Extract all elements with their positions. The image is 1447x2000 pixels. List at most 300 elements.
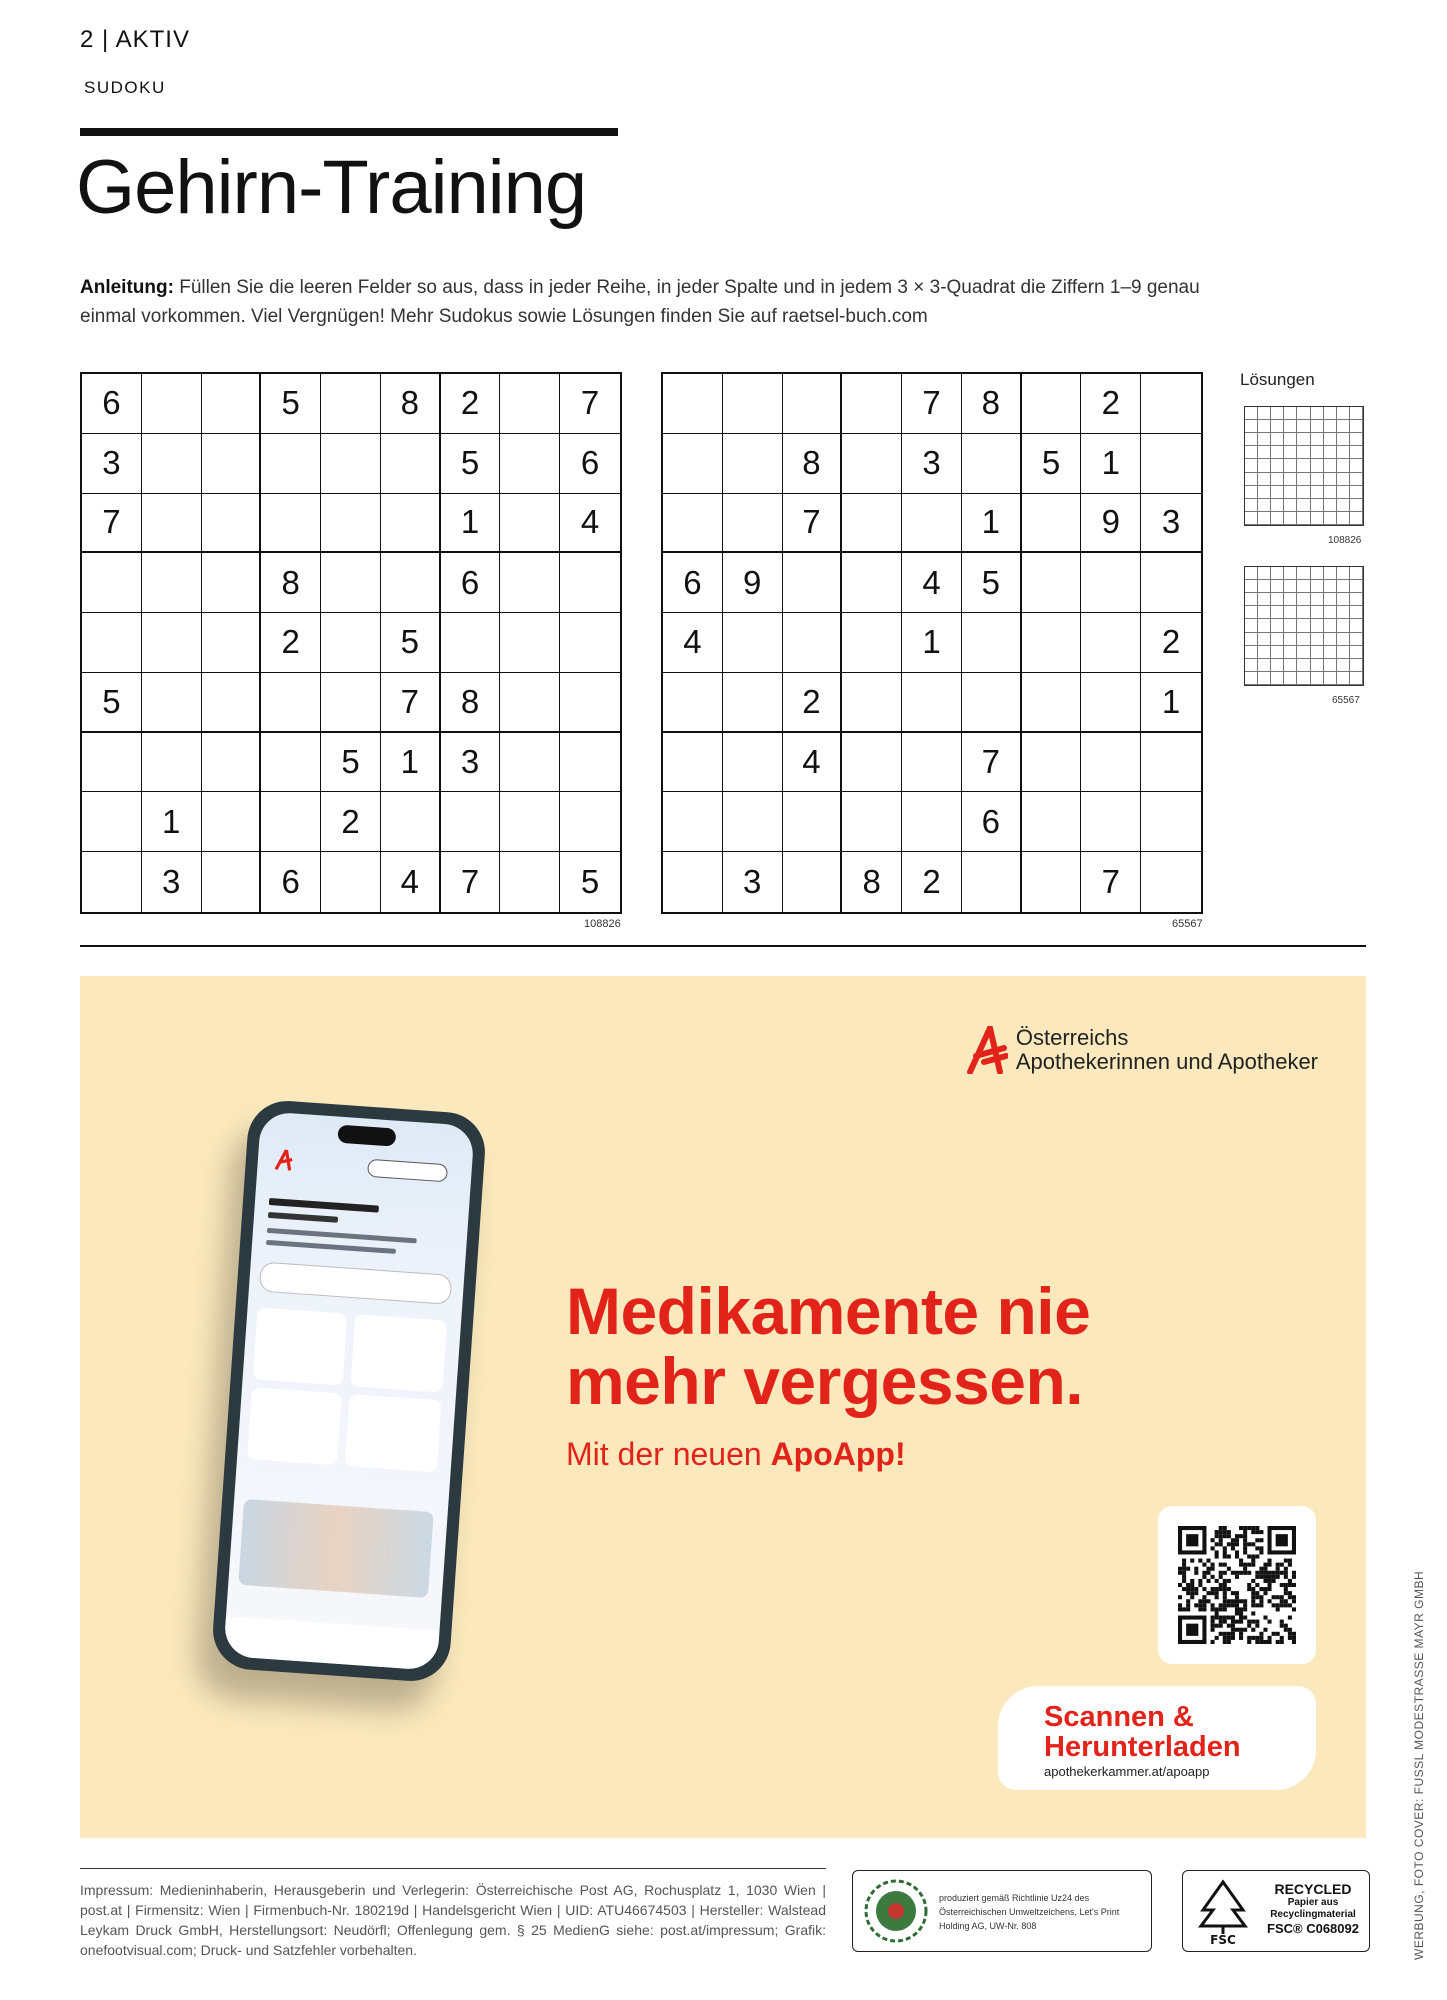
headline-line-1: Medikamente nie: [566, 1274, 1091, 1348]
solution-cell: [1245, 606, 1258, 619]
cta-line-2: Herunterladen: [1044, 1731, 1241, 1763]
sudoku-cell[interactable]: [142, 494, 202, 554]
sudoku-cell[interactable]: 8: [381, 374, 441, 434]
solution-cell: [1337, 407, 1350, 420]
solution-cell: [1311, 486, 1324, 499]
solution-cell: [1311, 567, 1324, 580]
eco-label: [852, 1870, 1152, 1952]
solution-cell: [1271, 499, 1284, 512]
sudoku-cell[interactable]: 6: [663, 553, 723, 613]
solution-cell: [1284, 486, 1297, 499]
sudoku-cell[interactable]: 4: [783, 733, 843, 793]
solution-cell: [1297, 646, 1310, 659]
apotheke-a-icon: [964, 1026, 1008, 1074]
sudoku-cell[interactable]: [723, 673, 783, 733]
sudoku-cell[interactable]: [1141, 553, 1201, 613]
solution-cell: [1258, 593, 1271, 606]
sudoku-cell[interactable]: [202, 434, 262, 494]
sudoku-cell[interactable]: 1: [441, 494, 501, 554]
solution-cell: [1324, 499, 1337, 512]
solution-cell: [1258, 606, 1271, 619]
solution-cell: [1324, 433, 1337, 446]
sudoku-cell[interactable]: [783, 553, 843, 613]
sudoku-cell[interactable]: 8: [261, 553, 321, 613]
solution-cell: [1297, 606, 1310, 619]
solution-cell: [1324, 619, 1337, 632]
sudoku-cell[interactable]: [381, 434, 441, 494]
sudoku-cell[interactable]: 7: [441, 852, 501, 912]
sudoku-cell[interactable]: 7: [902, 374, 962, 434]
smartphone-illustration: [210, 1098, 487, 1683]
sudoku-cell[interactable]: 9: [723, 553, 783, 613]
sudoku-cell[interactable]: [1022, 374, 1082, 434]
sudoku-cell[interactable]: [723, 613, 783, 673]
fsc-recycled: RECYCLED: [1274, 1881, 1352, 1897]
sudoku-cell[interactable]: [142, 733, 202, 793]
solution-cell: [1245, 459, 1258, 472]
sudoku-cell[interactable]: 3: [142, 852, 202, 912]
sudoku-cell[interactable]: [500, 852, 560, 912]
sudoku-cell[interactable]: [321, 494, 381, 554]
solution-cell: [1245, 420, 1258, 433]
sudoku-cell[interactable]: 8: [962, 374, 1022, 434]
sudoku-cell[interactable]: [783, 613, 843, 673]
sudoku-cell[interactable]: [663, 673, 723, 733]
brand-logo: [964, 1026, 1318, 1074]
solution-cell: [1271, 619, 1284, 632]
sudoku-cell[interactable]: [202, 553, 262, 613]
sudoku-cell[interactable]: [321, 673, 381, 733]
title-rule: [80, 128, 618, 136]
sudoku-cell[interactable]: [1022, 494, 1082, 554]
sudoku-cell[interactable]: 7: [82, 494, 142, 554]
sudoku-cell[interactable]: 6: [82, 374, 142, 434]
sudoku-cell[interactable]: [962, 673, 1022, 733]
sudoku-cell[interactable]: [560, 792, 620, 852]
sudoku-grid-2: [661, 372, 1203, 914]
sudoku-cell[interactable]: 5: [82, 673, 142, 733]
sudoku-grid-1: [80, 372, 622, 914]
sudoku-cell[interactable]: [842, 374, 902, 434]
sudoku-cell[interactable]: 5: [381, 613, 441, 673]
solution-cell: [1271, 407, 1284, 420]
solution-cell: [1245, 646, 1258, 659]
sudoku-cell[interactable]: [783, 792, 843, 852]
solution-cell: [1337, 499, 1350, 512]
sudoku-cell[interactable]: [1141, 792, 1201, 852]
solution-id-2: 65567: [1332, 695, 1360, 706]
solution-cell: [1350, 672, 1363, 685]
sudoku-cell[interactable]: 6: [261, 852, 321, 912]
solution-id-1: 108826: [1328, 535, 1362, 546]
sudoku-cell[interactable]: [202, 792, 262, 852]
sudoku-cell[interactable]: 6: [560, 434, 620, 494]
sudoku-cell[interactable]: 5: [580, 863, 600, 901]
sudoku-cell[interactable]: [962, 613, 1022, 673]
solution-cell: [1337, 459, 1350, 472]
sudoku-cell[interactable]: [381, 792, 441, 852]
solution-cell: [1350, 407, 1363, 420]
sudoku-cell[interactable]: [321, 852, 381, 912]
solution-cell: [1324, 580, 1337, 593]
sudoku-cell[interactable]: [321, 434, 381, 494]
solution-cell: [1284, 659, 1297, 672]
sudoku-cell[interactable]: 5: [962, 553, 1022, 613]
sudoku-cell[interactable]: [82, 792, 142, 852]
solution-cell: [1337, 512, 1350, 525]
solution-cell: [1297, 512, 1310, 525]
sudoku-cell[interactable]: [261, 733, 321, 793]
solution-cell: [1350, 512, 1363, 525]
solution-cell: [1271, 633, 1284, 646]
sudoku-cell[interactable]: [783, 852, 843, 912]
solution-cell: [1284, 473, 1297, 486]
sudoku-cell[interactable]: [842, 494, 902, 554]
sudoku-cell[interactable]: 4: [381, 852, 441, 912]
sudoku-cell[interactable]: 3: [82, 434, 142, 494]
cta-url-link[interactable]: apothekerkammer.at/apoapp: [1044, 1764, 1210, 1779]
sudoku-cell[interactable]: [723, 733, 783, 793]
sudoku-cell[interactable]: [500, 374, 560, 434]
sudoku-cell[interactable]: [1141, 374, 1201, 434]
download-cta[interactable]: [998, 1686, 1316, 1790]
solution-cell: [1284, 512, 1297, 525]
sudoku-cell[interactable]: [842, 792, 902, 852]
sudoku-cell[interactable]: [500, 553, 560, 613]
sudoku-cell[interactable]: 7: [962, 733, 1022, 793]
solution-cell: [1311, 606, 1324, 619]
sudoku-cell[interactable]: [663, 374, 723, 434]
solution-cell: [1350, 420, 1363, 433]
sudoku-cell[interactable]: 2: [783, 673, 843, 733]
sudoku-cell[interactable]: [142, 613, 202, 673]
sudoku-cell[interactable]: 7: [560, 374, 620, 434]
sudoku-cell[interactable]: [261, 673, 321, 733]
sudoku-cell[interactable]: 7: [381, 673, 441, 733]
sudoku-cell[interactable]: [500, 792, 560, 852]
sudoku-cell[interactable]: [441, 613, 501, 673]
solution-cell: [1337, 646, 1350, 659]
advertisement: [80, 976, 1366, 1838]
sudoku-cell[interactable]: 6: [962, 792, 1022, 852]
sudoku-cell[interactable]: [381, 494, 441, 554]
solution-cell: [1350, 459, 1363, 472]
solution-cell: [1337, 446, 1350, 459]
solution-cell: [1284, 567, 1297, 580]
sudoku-cell[interactable]: [663, 494, 723, 554]
solution-cell: [1311, 646, 1324, 659]
sudoku-cell[interactable]: 5: [261, 374, 321, 434]
solution-grid-2: [1244, 566, 1364, 686]
solution-cell: [1311, 512, 1324, 525]
solution-cell: [1271, 580, 1284, 593]
fsc-label: [1182, 1870, 1370, 1952]
headline-line-2: mehr vergessen.: [566, 1344, 1084, 1418]
sudoku-cell[interactable]: 2: [902, 852, 962, 912]
sudoku-cell[interactable]: [1022, 792, 1082, 852]
sudoku-cell[interactable]: [560, 673, 620, 733]
sudoku-cell[interactable]: [500, 494, 560, 554]
sudoku-cell[interactable]: [142, 673, 202, 733]
solution-cell: [1245, 659, 1258, 672]
solution-cell: [1337, 619, 1350, 632]
sudoku-cell[interactable]: [261, 792, 321, 852]
sudoku-cell[interactable]: [142, 434, 202, 494]
sudoku-cell[interactable]: [261, 434, 321, 494]
sudoku-cell[interactable]: 9: [1081, 494, 1141, 554]
section-divider: [80, 945, 1366, 947]
sudoku-cell[interactable]: 6: [441, 553, 501, 613]
sudoku-cell[interactable]: [842, 434, 902, 494]
sudoku-cell[interactable]: [82, 852, 142, 912]
sudoku-cell[interactable]: 1: [381, 733, 441, 793]
sudoku-cell[interactable]: [500, 733, 560, 793]
cta-line-1: Scannen &: [1044, 1701, 1194, 1733]
sudoku-cell[interactable]: [663, 434, 723, 494]
solution-cell: [1311, 407, 1324, 420]
solution-cell: [1271, 433, 1284, 446]
sudoku-cell[interactable]: 2: [261, 613, 321, 673]
umweltzeichen-icon: [861, 1876, 931, 1946]
sudoku-cell[interactable]: [142, 374, 202, 434]
sudoku-cell[interactable]: [1022, 613, 1082, 673]
sudoku-cell[interactable]: [500, 673, 560, 733]
solution-cell: [1271, 459, 1284, 472]
qr-code[interactable]: [1158, 1506, 1316, 1664]
ad-subline: [566, 1436, 906, 1473]
sudoku-cell[interactable]: [560, 553, 620, 613]
solution-cell: [1297, 420, 1310, 433]
sudoku-cell[interactable]: [321, 553, 381, 613]
subline-prefix: Mit der neuen: [566, 1436, 771, 1472]
sudoku-cell[interactable]: 1: [1081, 434, 1141, 494]
eco-text: produziert gemäß Richtlinie Uz24 des Österreichischen Umweltzeichens, Let's Print Holding AG, UW-Nr. 808: [939, 1893, 1120, 1931]
subline-app: ApoApp!: [770, 1436, 906, 1472]
sudoku-cell[interactable]: [441, 792, 501, 852]
sudoku-cell[interactable]: [1081, 553, 1141, 613]
solution-cell: [1258, 459, 1271, 472]
sudoku-cell[interactable]: [1081, 613, 1141, 673]
sudoku-cell[interactable]: 8: [842, 852, 902, 912]
sudoku-cell[interactable]: [842, 733, 902, 793]
sudoku-cell[interactable]: [1141, 852, 1201, 912]
sudoku-cell[interactable]: [663, 733, 723, 793]
solution-cell: [1297, 567, 1310, 580]
solution-cell: [1245, 619, 1258, 632]
solution-cell: [1271, 473, 1284, 486]
solution-cell: [1311, 499, 1324, 512]
solution-cell: [1337, 433, 1350, 446]
sudoku-cell[interactable]: [1081, 673, 1141, 733]
solution-cell: [1245, 567, 1258, 580]
sudoku-cell[interactable]: [902, 733, 962, 793]
app-logo-icon: [273, 1148, 294, 1171]
sudoku-cell[interactable]: 1: [902, 613, 962, 673]
sudoku-cell[interactable]: 7: [783, 494, 843, 554]
sudoku-cell[interactable]: [723, 494, 783, 554]
sudoku-cell[interactable]: [902, 792, 962, 852]
solution-cell: [1311, 459, 1324, 472]
solution-cell: [1245, 672, 1258, 685]
solution-cell: [1258, 633, 1271, 646]
sudoku-cell[interactable]: [723, 792, 783, 852]
solution-cell: [1337, 486, 1350, 499]
solution-cell: [1271, 512, 1284, 525]
sudoku-cell[interactable]: [962, 852, 1022, 912]
solution-cell: [1284, 446, 1297, 459]
sudoku-cell[interactable]: [1022, 852, 1082, 912]
sudoku-cell[interactable]: [202, 733, 262, 793]
sudoku-cell[interactable]: [842, 673, 902, 733]
solution-cell: [1324, 633, 1337, 646]
solution-cell: [1350, 659, 1363, 672]
sudoku-cell[interactable]: 3: [723, 852, 783, 912]
sudoku-cell[interactable]: 3: [902, 434, 962, 494]
solution-cell: [1284, 420, 1297, 433]
sudoku-cell[interactable]: 3: [441, 733, 501, 793]
solution-cell: [1258, 433, 1271, 446]
solution-cell: [1297, 659, 1310, 672]
sudoku-cell[interactable]: [560, 613, 620, 673]
sudoku-cell[interactable]: [723, 434, 783, 494]
sudoku-cell[interactable]: 8: [441, 673, 501, 733]
sudoku-cell[interactable]: 4: [663, 613, 723, 673]
solution-cell: [1297, 433, 1310, 446]
sudoku-cell[interactable]: 1: [962, 494, 1022, 554]
sudoku-cell[interactable]: [500, 613, 560, 673]
solution-cell: [1324, 593, 1337, 606]
sudoku-cell[interactable]: [1141, 434, 1201, 494]
solution-cell: [1337, 420, 1350, 433]
sudoku-cell[interactable]: [321, 613, 381, 673]
solution-cell: [1258, 486, 1271, 499]
sudoku-cell[interactable]: [723, 374, 783, 434]
sudoku-cell[interactable]: [202, 613, 262, 673]
solution-cell: [1324, 407, 1337, 420]
solution-cell: [1337, 473, 1350, 486]
sudoku-cell[interactable]: [560, 733, 620, 793]
sudoku-cell[interactable]: [142, 553, 202, 613]
sudoku-cell[interactable]: [962, 434, 1022, 494]
solution-cell: [1350, 593, 1363, 606]
solution-cell: [1350, 499, 1363, 512]
solution-cell: [1350, 619, 1363, 632]
solution-cell: [1324, 672, 1337, 685]
solution-cell: [1258, 580, 1271, 593]
sudoku-cell[interactable]: [1022, 733, 1082, 793]
sudoku-cell[interactable]: [1022, 553, 1082, 613]
solution-cell: [1284, 672, 1297, 685]
solution-cell: [1337, 659, 1350, 672]
sudoku-cell[interactable]: 4: [560, 494, 620, 554]
solution-cell: [1324, 459, 1337, 472]
solution-cell: [1258, 646, 1271, 659]
sudoku-cell[interactable]: [783, 374, 843, 434]
page-number: 2 | AKTIV: [80, 26, 190, 53]
sudoku-cell[interactable]: [842, 613, 902, 673]
sudoku-cell[interactable]: [202, 374, 262, 434]
sudoku-cell[interactable]: [261, 494, 321, 554]
solution-cell: [1350, 473, 1363, 486]
solution-cell: [1271, 593, 1284, 606]
sudoku-cell[interactable]: 2: [441, 374, 501, 434]
solution-cell: [1245, 499, 1258, 512]
instructions-label: Anleitung:: [80, 277, 174, 298]
solution-cell: [1311, 433, 1324, 446]
imprint-text: Impressum: Medieninhaberin, Herausgeberin und Verlegerin: Österreichische Post AG, Rochusplatz 1, 1030 Wien | post.at | Firmensitz: Wien | Firmenbuch-Nr. 180219d | Handelsgericht Wien | UID: ATU46674503 | Hersteller: Walstead Leykam Druck GmbH, Herstellungsort: Neudörfl; Offenlegung gem. § 25 MedienG siehe: post.at/impressum; Grafik: onefootvisual.com; Druck- und Satzfehler vorbehalten.: [80, 1882, 826, 1958]
solution-cell: [1311, 420, 1324, 433]
solution-cell: [1271, 606, 1284, 619]
solution-cell: [1324, 606, 1337, 619]
sudoku-cell[interactable]: [321, 374, 381, 434]
sudoku-cell[interactable]: [82, 553, 142, 613]
solution-cell: [1284, 633, 1297, 646]
sudoku-cell[interactable]: [1081, 792, 1141, 852]
solution-cell: [1311, 633, 1324, 646]
solution-cell: [1297, 593, 1310, 606]
solution-cell: [1311, 473, 1324, 486]
sudoku-cell[interactable]: [500, 434, 560, 494]
sudoku-cell[interactable]: 1: [1141, 673, 1201, 733]
sudoku-cell[interactable]: [663, 852, 723, 912]
solution-cell: [1324, 567, 1337, 580]
fsc-paper: Papier aus Recyclingmaterial: [1270, 1897, 1356, 1920]
solution-cell: [1271, 659, 1284, 672]
sudoku-cell[interactable]: [902, 494, 962, 554]
solution-cell: [1311, 659, 1324, 672]
sudoku-cell[interactable]: [82, 613, 142, 673]
sudoku-cell[interactable]: [902, 673, 962, 733]
solution-cell: [1337, 633, 1350, 646]
sudoku-cell[interactable]: 5: [1022, 434, 1082, 494]
solution-cell: [1350, 633, 1363, 646]
sudoku-cell[interactable]: 7: [1081, 852, 1141, 912]
sudoku-cell[interactable]: 1: [142, 792, 202, 852]
sudoku-cell[interactable]: 5: [321, 733, 381, 793]
app-screen: [223, 1111, 475, 1671]
sudoku-cell[interactable]: [202, 494, 262, 554]
sudoku-cell[interactable]: [202, 673, 262, 733]
solution-cell: [1350, 486, 1363, 499]
solution-cell: [1297, 459, 1310, 472]
solution-cell: [1258, 446, 1271, 459]
sudoku-cell[interactable]: [381, 553, 441, 613]
sudoku-cell[interactable]: 8: [783, 434, 843, 494]
sudoku-cell[interactable]: [1022, 673, 1082, 733]
sudoku-cell[interactable]: 5: [441, 434, 501, 494]
sudoku-cell[interactable]: 4: [902, 553, 962, 613]
solution-cell: [1245, 633, 1258, 646]
sudoku-cell[interactable]: [842, 553, 902, 613]
sudoku-cell[interactable]: [1141, 733, 1201, 793]
sudoku-cell[interactable]: 2: [1141, 613, 1201, 673]
solution-cell: [1245, 593, 1258, 606]
section-label: SUDOKU: [84, 78, 166, 97]
solution-cell: [1271, 646, 1284, 659]
solution-cell: [1337, 567, 1350, 580]
sudoku-cell[interactable]: 3: [1141, 494, 1201, 554]
solution-cell: [1258, 619, 1271, 632]
sudoku-cell[interactable]: [663, 792, 723, 852]
sudoku-cell[interactable]: [202, 852, 262, 912]
sudoku-cell[interactable]: 2: [1081, 374, 1141, 434]
sudoku-cell[interactable]: 2: [321, 792, 381, 852]
sudoku-cell[interactable]: [82, 733, 142, 793]
solution-cell: [1311, 580, 1324, 593]
ad-headline: [566, 1276, 1090, 1416]
sudoku-cell[interactable]: [1081, 733, 1141, 793]
solution-cell: [1271, 486, 1284, 499]
